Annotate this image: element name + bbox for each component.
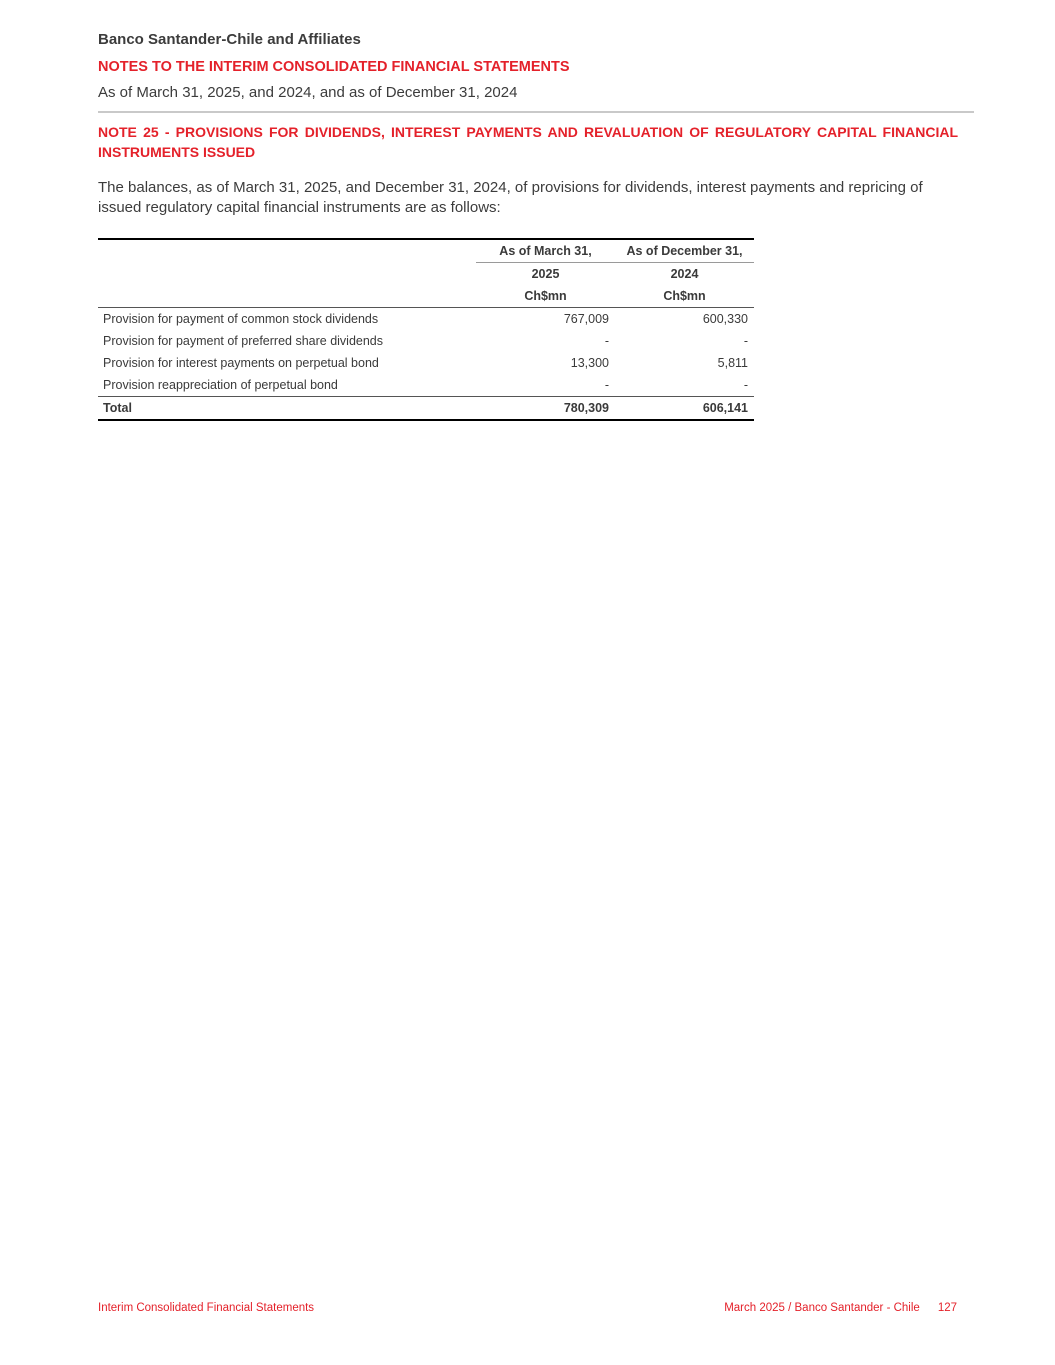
notes-title: NOTES TO THE INTERIM CONSOLIDATED FINANCIAL STATEMENTS [98, 59, 570, 75]
period-subtitle: As of March 31, 2025, and 2024, and as of December 31, 2024 [98, 84, 518, 101]
table-header-row-unit [98, 285, 754, 308]
company-name: Banco Santander-Chile and Affiliates [98, 31, 361, 48]
total-2025: 780,309 [476, 397, 615, 421]
column-header-2025-unit: Ch$mn [476, 285, 615, 308]
row-label: Provision for payment of common stock dividends [103, 312, 379, 326]
note-heading: NOTE 25 - PROVISIONS FOR DIVIDENDS, INTEREST PAYMENTS AND REVALUATION OF REGULATORY CAPITAL FINANCIAL INSTRUMENTS ISSUED [98, 124, 958, 160]
column-header-2025-period: As of March 31, [476, 239, 615, 263]
table-header-blank [98, 239, 476, 263]
table-header-blank [98, 263, 476, 286]
note-intro-paragraph: The balances, as of March 31, 2025, and December 31, 2024, of provisions for dividends, interest payments and repricing of issued regulatory capital financial instruments are as follows: [98, 179, 923, 216]
row-label: Provision for interest payments on perpetual bond [103, 356, 379, 370]
footer-document-title: Interim Consolidated Financial Statements [98, 1302, 315, 1314]
table-header-row-year [98, 263, 754, 286]
table-row [98, 374, 754, 397]
row-label: Provision reappreciation of perpetual bond [103, 378, 338, 392]
value-2024: - [743, 378, 748, 392]
value-2025: - [604, 378, 609, 392]
table-row [98, 308, 754, 331]
value-2024: - [743, 334, 748, 348]
footer-publication: March 2025 / Banco Santander - Chile [724, 1302, 920, 1314]
value-2025: 13,300 [570, 356, 609, 370]
value-2025: - [604, 334, 609, 348]
total-2024: 606,141 [615, 397, 754, 421]
table-header-row-period [98, 239, 754, 263]
value-2024: 5,811 [717, 356, 748, 370]
table-row [98, 352, 754, 374]
table-row [98, 330, 754, 352]
header-divider [98, 111, 974, 113]
provisions-table [98, 238, 754, 421]
value-2025: 767,009 [563, 312, 609, 326]
footer-right [724, 1302, 957, 1314]
row-label: Provision for payment of preferred share dividends [103, 334, 384, 348]
table-header-blank [98, 285, 476, 308]
page-number: 127 [937, 1302, 957, 1314]
table-total-row [98, 397, 754, 421]
total-label: Total [98, 397, 476, 421]
column-header-2024-period: As of December 31, [615, 239, 754, 263]
column-header-2024-year: 2024 [670, 267, 699, 281]
column-header-2024-unit: Ch$mn [615, 285, 754, 308]
column-header-2025-year: 2025 [531, 267, 560, 281]
value-2024: 600,330 [702, 312, 748, 326]
